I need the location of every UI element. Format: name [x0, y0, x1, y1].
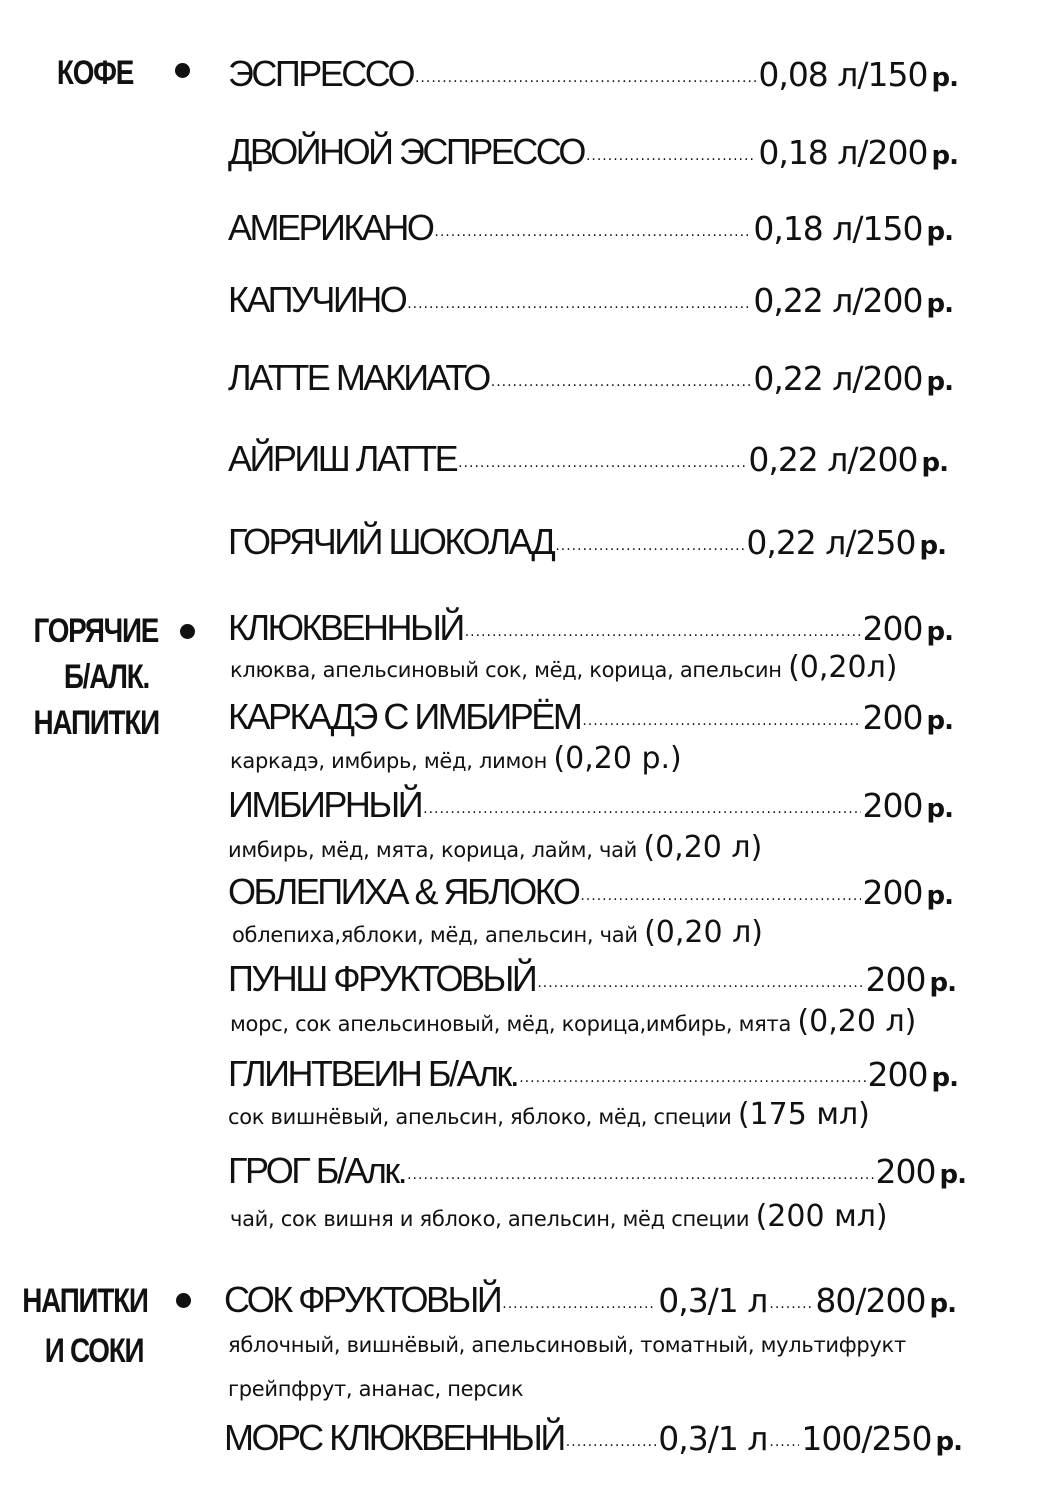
section-label-line: Б/АЛК. [63, 658, 150, 696]
section-bullet-coffee [175, 63, 190, 78]
section-label-line: ГОРЯЧИЕ [33, 612, 159, 650]
item-price [753, 207, 953, 254]
item-name: АЙРИШ ЛАТТЕ [228, 438, 457, 479]
item-volume: 0,3/1 л [658, 1281, 768, 1320]
section-label-line: НАПИТКИ [33, 704, 159, 742]
dot-leader [537, 961, 863, 1005]
menu-item [228, 870, 953, 922]
item-price [758, 53, 958, 100]
currency: р. [926, 881, 953, 911]
menu-item [228, 206, 953, 258]
ingredients: клюква, апельсиновый сок, мёд, корица, апельсин [230, 658, 782, 682]
volume: (0,20 л) [643, 830, 763, 865]
volume: (0,20л) [788, 650, 898, 685]
currency: р. [926, 367, 953, 397]
item-name: КАРКАДЭ С ИМБИРЁМ [228, 696, 581, 737]
ingredients: яблочный, вишнёвый, апельсиновый, томатный, мультифрукт [228, 1333, 906, 1357]
item-price [863, 696, 954, 743]
section-label-juices [19, 1278, 150, 1374]
dot-leader [519, 1056, 865, 1100]
item-description [230, 1004, 917, 1039]
dot-leader [458, 441, 746, 485]
currency: р. [931, 1063, 958, 1093]
price-value: 200 [862, 786, 923, 825]
item-price [815, 1279, 956, 1326]
dot-leader [491, 360, 752, 404]
item-description [228, 1097, 870, 1132]
item-price [753, 279, 953, 326]
currency: р. [921, 448, 948, 478]
price-value: 200 [875, 1152, 936, 1191]
menu-item [224, 1416, 962, 1468]
price-value: 0,22 л/250 [746, 523, 916, 562]
dot-leader [502, 1282, 656, 1326]
currency: р. [926, 289, 953, 319]
item-description [228, 830, 763, 865]
currency: р. [939, 1160, 966, 1190]
currency: р. [926, 617, 953, 647]
volume: (0,20 р.) [553, 741, 682, 776]
price-value: 200 [862, 609, 923, 648]
item-price [746, 521, 946, 568]
item-name: КАПУЧИНО [228, 279, 406, 320]
price-value: 0,22 л/200 [753, 281, 923, 320]
currency: р. [931, 63, 958, 93]
section-label-hot-drinks [34, 608, 157, 746]
item-price [863, 871, 954, 918]
menu-item [228, 437, 948, 489]
price-value: 0,22 л/200 [748, 440, 918, 479]
currency: р. [929, 1289, 956, 1319]
ingredients: грейпфрут, ананас, персик [228, 1377, 524, 1401]
menu-item [228, 695, 953, 747]
menu-item [224, 1278, 956, 1330]
dot-leader [465, 610, 861, 654]
item-price [863, 607, 954, 654]
item-name: ОБЛЕПИХА & ЯБЛОКО [228, 871, 579, 912]
dot-leader [434, 210, 751, 254]
item-name: ГЛИНТВЕИН Б/Алк. [228, 1053, 518, 1094]
dot-leader [769, 1282, 813, 1326]
menu-item [228, 1149, 966, 1201]
item-price [753, 357, 953, 404]
ingredients: сок вишнёвый, апельсин, яблоко, мёд, специи [228, 1105, 732, 1129]
item-name: ДВОЙНОЙ ЭСПРЕССО [228, 131, 584, 172]
price-value: 200 [862, 698, 923, 737]
menu-item [228, 520, 946, 572]
item-name: ГРОГ Б/Алк. [228, 1150, 406, 1191]
item-name: ЭСПРЕССО [228, 53, 413, 94]
item-name: АМЕРИКАНО [228, 207, 433, 248]
item-description [230, 1199, 888, 1234]
item-price [866, 958, 957, 1005]
item-volume: 0,3/1 л [658, 1419, 768, 1458]
price-value: 0,18 л/150 [753, 209, 923, 248]
currency: р. [926, 706, 953, 736]
section-label-line: И СОКИ [44, 1332, 144, 1370]
volume: (200 мл) [755, 1199, 888, 1234]
item-description [228, 1374, 523, 1404]
currency: р. [931, 141, 958, 171]
menu-item [228, 52, 958, 104]
dot-leader [580, 874, 860, 918]
item-name: ГОРЯЧИЙ ШОКОЛАД [228, 521, 554, 562]
ingredients: каркадэ, имбирь, мёд, лимон [230, 749, 548, 773]
dot-leader [423, 787, 860, 831]
dot-leader [566, 1420, 656, 1464]
menu-item [228, 130, 958, 182]
price-value: 0,18 л/200 [758, 133, 928, 172]
item-price [863, 784, 954, 831]
currency: р. [929, 968, 956, 998]
menu-item [228, 278, 953, 330]
item-price [801, 1417, 962, 1464]
price-value: 200 [862, 873, 923, 912]
item-description [230, 650, 898, 685]
menu-item [228, 356, 953, 408]
volume: (0,20 л) [644, 915, 763, 950]
dot-leader [407, 282, 751, 326]
item-price [876, 1150, 967, 1197]
ingredients: морс, сок апельсиновый, мёд, корица,имбирь, мята [230, 1012, 792, 1036]
volume: (0,20 л) [797, 1004, 917, 1039]
ingredients: чай, сок вишня и яблоко, апельсин, мёд специи [230, 1207, 750, 1231]
item-price [748, 438, 948, 485]
section-label-coffee: КОФЕ [56, 54, 134, 92]
dot-leader [769, 1420, 799, 1464]
currency: р. [926, 794, 953, 824]
item-name: КЛЮКВЕННЫЙ [228, 607, 463, 648]
currency: р. [935, 1427, 962, 1457]
menu-item [228, 783, 953, 835]
item-description [228, 1330, 906, 1360]
volume: (175 мл) [737, 1097, 870, 1132]
section-bullet-juices [176, 1293, 191, 1308]
section-bullet-hot-drinks [180, 624, 195, 639]
dot-leader [555, 524, 744, 568]
item-price [868, 1053, 959, 1100]
price-value: 200 [865, 960, 926, 999]
dot-leader [586, 134, 756, 178]
item-name: МОРС КЛЮКВЕННЫЙ [224, 1417, 564, 1458]
dot-leader [407, 1153, 873, 1197]
price-value: 200 [867, 1055, 928, 1094]
item-name: СОК ФРУКТОВЫЙ [224, 1279, 501, 1320]
currency: р. [919, 531, 946, 561]
item-price [758, 131, 958, 178]
dot-leader [582, 699, 860, 743]
dot-leader [415, 56, 756, 100]
price-value: 100/250 [801, 1419, 932, 1458]
currency: р. [926, 217, 953, 247]
item-name: ПУНШ ФРУКТОВЫЙ [228, 958, 536, 999]
ingredients: имбирь, мёд, мята, корица, лайм, чай [228, 838, 637, 862]
price-value: 0,08 л/150 [758, 55, 928, 94]
ingredients: облепиха,яблоки, мёд, апельсин, чай [232, 923, 638, 947]
item-description [230, 741, 682, 776]
menu-item [228, 957, 956, 1009]
item-description [232, 915, 763, 950]
section-label-line: НАПИТКИ [22, 1282, 148, 1320]
item-name: ИМБИРНЫЙ [228, 784, 422, 825]
price-value: 80/200 [815, 1281, 926, 1320]
price-value: 0,22 л/200 [753, 359, 923, 398]
item-name: ЛАТТЕ МАКИАТО [228, 357, 489, 398]
